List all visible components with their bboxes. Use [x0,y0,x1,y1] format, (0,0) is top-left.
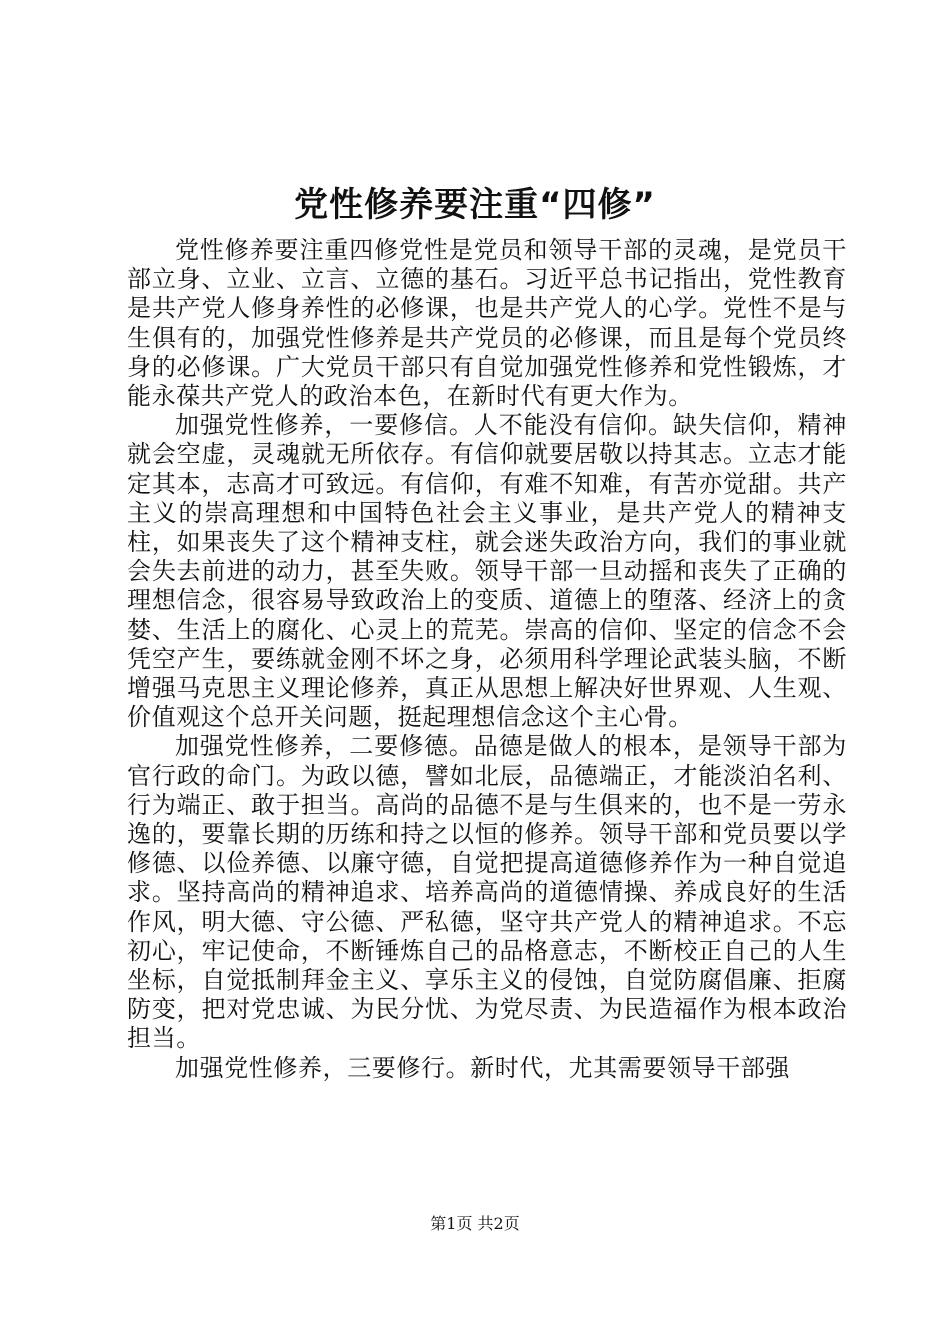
paragraph-xiu-de: 加强党性修养，二要修德。品德是做人的根本，是领导干部为官行政的命门。为政以德，譬如北辰，品德端正，才能淡泊名利、行为端正、敢于担当。高尚的品德不是与生俱来的，也不是一劳永逸的，要靠长期的历练和持之以恒的修养。领导干部和党员要以学修德、以俭养德、以廉守德，自觉把提高道德修养作为一种自觉追求。坚持高尚的精神追求、培养高尚的道德情操、养成良好的生活作风，明大德、守公德、严私德，坚守共产党人的精神追求。不忘初心，牢记使命，不断锤炼自己的品格意志，不断校正自己的人生坐标，自觉抵制拜金主义、享乐主义的侵蚀，自觉防腐倡廉、拒腐防变，把对党忠诚、为民分忧、为党尽责、为民造福作为根本政治担当。 [127,732,847,1053]
paragraph-xiu-xin: 加强党性修养，一要修信。人不能没有信仰。缺失信仰，精神就会空虚，灵魂就无所依存。有信仰就要居敬以持其志。立志才能定其本，志高才可致远。有信仰，有难不知难，有苦亦觉甜。共产主义的崇高理想和中国特色社会主义事业，是共产党人的精神支柱，如果丧失了这个精神支柱，就会迷失政治方向，我们的事业就会失去前进的动力，甚至失败。领导干部一旦动摇和丧失了正确的理想信念，很容易导致政治上的变质、道德上的堕落、经济上的贪婪、生活上的腐化、心灵上的荒芜。崇高的信仰、坚定的信念不会凭空产生，要练就金刚不坏之身，必须用科学理论武装头脑，不断增强马克思主义理论修养，真正从思想上解决好世界观、人生观、价值观这个总开关问题，挺起理想信念这个主心骨。 [127,411,847,732]
document-body [127,236,847,1083]
page-number-footer: 第1页 共2页 [430,1214,520,1233]
paragraph-intro: 党性修养要注重四修党性是党员和领导干部的灵魂，是党员干部立身、立业、立言、立德的基石。习近平总书记指出，党性教育是共产党人修身养性的必修课，也是共产党人的心学。党性不是与生俱有的，加强党性修养是共产党员的必修课，而且是每个党员终身的必修课。广大党员干部只有自觉加强党性修养和党性锻炼，才能永葆共产党人的政治本色，在新时代有更大作为。 [127,236,847,411]
document-title: 党性修养要注重“四修” [294,185,656,225]
paragraph-xiu-xing: 加强党性修养，三要修行。新时代，尤其需要领导干部强 [175,1053,790,1082]
